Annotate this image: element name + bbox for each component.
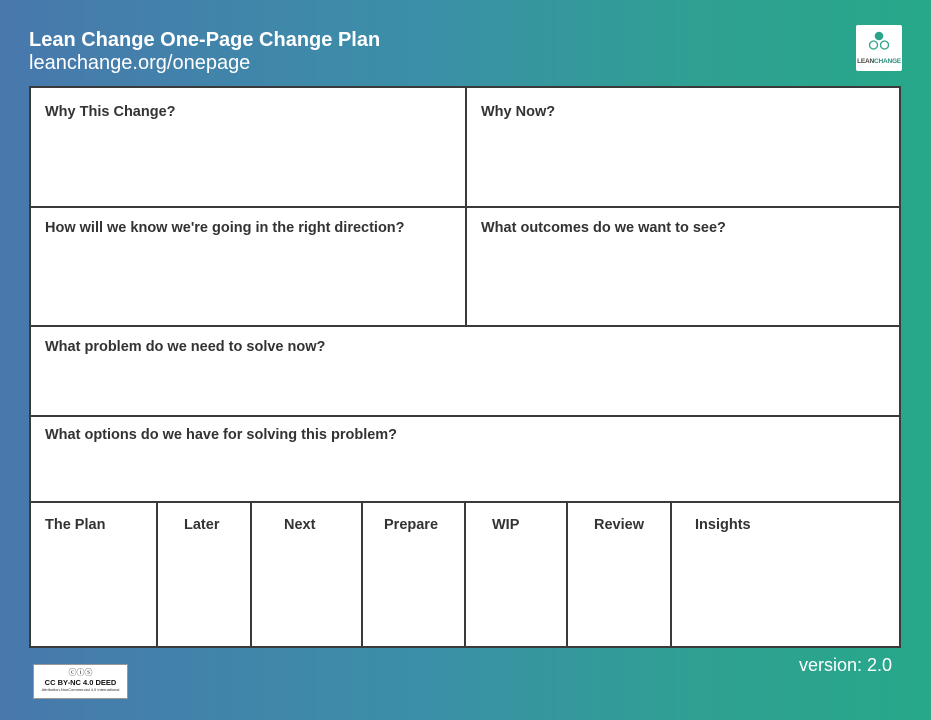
plan-column-the-plan: The Plan <box>45 517 106 533</box>
cc-license-badge[interactable] <box>33 664 128 699</box>
cc-icons: ⓒⓘⓢ <box>68 668 93 677</box>
three-circles-icon <box>869 31 889 51</box>
divider <box>156 501 158 648</box>
version-label: version: 2.0 <box>799 655 893 675</box>
divider <box>566 501 568 648</box>
page-title: Lean Change One-Page Change Plan <box>29 29 381 51</box>
divider <box>361 501 363 648</box>
cc-license-subtitle: Attribution-NonCommercial 4.0 International <box>41 687 120 692</box>
why-now-box[interactable] <box>467 88 901 206</box>
options-label: What options do we have for solving this problem? <box>45 427 398 443</box>
logo-wordmark: LEANCHANGE <box>857 58 901 65</box>
lean-change-logo <box>856 25 902 71</box>
options-box[interactable] <box>31 417 899 501</box>
problem-label: What problem do we need to solve now? <box>45 339 326 355</box>
outcomes-label: What outcomes do we want to see? <box>481 220 726 236</box>
plan-column-next: Next <box>284 517 316 533</box>
why-this-change-label: Why This Change? <box>45 104 176 120</box>
why-now-label: Why Now? <box>481 104 556 120</box>
plan-column-insights: Insights <box>695 517 751 533</box>
divider <box>464 501 466 648</box>
divider <box>250 501 252 648</box>
problem-box[interactable] <box>31 327 899 415</box>
plan-column-later: Later <box>184 517 220 533</box>
cc-license-title: CC BY-NC 4.0 DEED <box>44 678 117 687</box>
change-plan-canvas <box>29 86 901 648</box>
page-url: leanchange.org/onepage <box>29 52 251 74</box>
plan-column-wip: WIP <box>492 517 520 533</box>
outcomes-box[interactable] <box>467 208 901 325</box>
plan-column-prepare: Prepare <box>384 517 439 533</box>
divider <box>670 501 672 648</box>
plan-column-review: Review <box>594 517 644 533</box>
right-direction-label: How will we know we're going in the right direction? <box>45 220 405 236</box>
right-direction-box[interactable] <box>31 208 465 325</box>
why-this-change-box[interactable] <box>31 88 465 206</box>
